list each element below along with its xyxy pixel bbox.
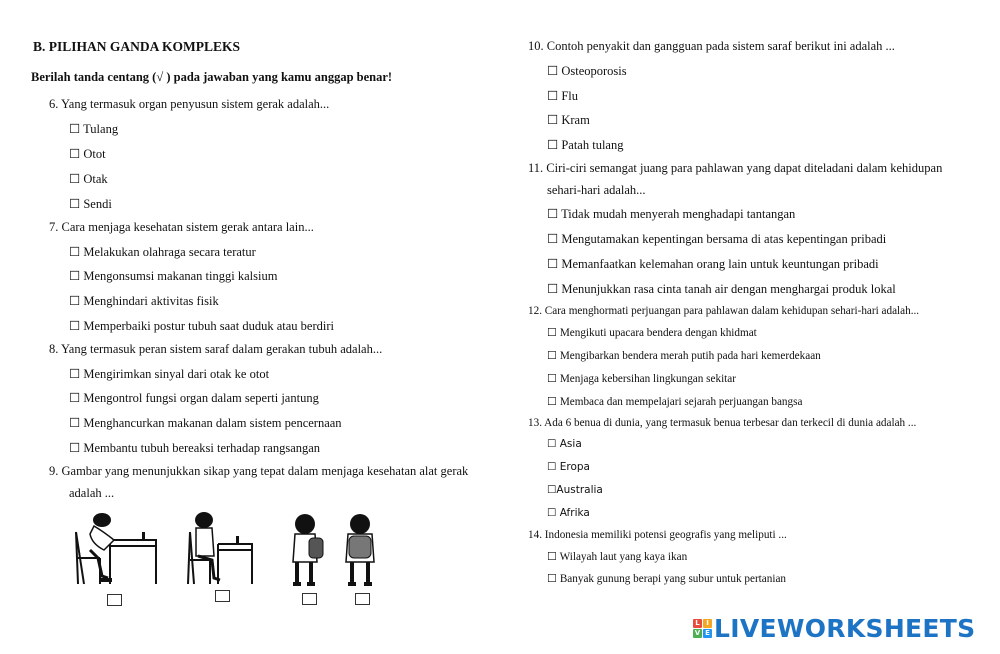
answer-box-9b[interactable] (215, 590, 230, 602)
option-12d[interactable]: ☐ Membaca dan mempelajari sejarah perjuangan bangsa (547, 396, 803, 408)
option-11a[interactable]: ☐ Tidak mudah menyerah menghadapi tantangan (547, 207, 796, 221)
logo-tile: L (693, 619, 702, 628)
answer-box-9d[interactable] (355, 593, 370, 605)
option-11c[interactable]: ☐ Memanfaatkan kelemahan orang lain untuk keuntungan pribadi (547, 257, 879, 271)
option-13d[interactable]: ☐ Afrika (547, 507, 590, 519)
question-8: 8. Yang termasuk peran sistem saraf dalam gerakan tubuh adalah... (49, 342, 383, 356)
option-7a[interactable]: ☐ Melakukan olahraga secara teratur (69, 245, 256, 259)
option-8a[interactable]: ☐ Mengirimkan sinyal dari otak ke otot (69, 367, 270, 381)
question-7: 7. Cara menjaga kesehatan sistem gerak antara lain... (49, 220, 314, 234)
option-14a[interactable]: ☐ Wilayah laut yang kaya ikan (547, 551, 688, 563)
option-13c[interactable]: ☐Australia (547, 484, 603, 496)
option-11b[interactable]: ☐ Mengutamakan kepentingan bersama di atas kepentingan pribadi (547, 232, 887, 246)
option-11d[interactable]: ☐ Menunjukkan rasa cinta tanah air dengan menghargai produk lokal (547, 282, 896, 296)
question-6: 6. Yang termasuk organ penyusun sistem gerak adalah... (49, 97, 330, 111)
option-6c[interactable]: ☐ Otak (69, 172, 108, 186)
question-11-line1: 11. Ciri-ciri semangat juang para pahlawan yang dapat diteladani dalam kehidupan (528, 161, 943, 175)
option-10c[interactable]: ☐ Kram (547, 113, 590, 127)
logo-text: LIVEWORKSHEETS (714, 614, 976, 643)
option-8d[interactable]: ☐ Membantu tubuh bereaksi terhadap rangsangan (69, 441, 321, 455)
posture-image-slouching (70, 510, 160, 590)
question-14: 14. Indonesia memiliki potensi geografis yang meliputi ... (528, 529, 787, 541)
posture-image-backpack (340, 512, 380, 590)
option-12b[interactable]: ☐ Mengibarkan bendera merah putih pada hari kemerdekaan (547, 350, 821, 362)
option-8b[interactable]: ☐ Mengontrol fungsi organ dalam seperti jantung (69, 391, 319, 405)
logo-tile: I (703, 619, 712, 628)
option-6b[interactable]: ☐ Otot (69, 147, 106, 161)
logo-tile: E (703, 629, 712, 638)
logo-tile: V (694, 629, 701, 637)
question-13: 13. Ada 6 benua di dunia, yang termasuk benua terbesar dan terkecil di dunia adalah ... (528, 417, 917, 429)
liveworksheets-logo (693, 614, 975, 643)
option-12a[interactable]: ☐ Mengikuti upacara bendera dengan khidmat (547, 327, 757, 339)
question-10: 10. Contoh penyakit dan gangguan pada sistem saraf berikut ini adalah ... (528, 39, 895, 53)
option-7d[interactable]: ☐ Memperbaiki postur tubuh saat duduk atau berdiri (69, 319, 334, 333)
option-10b[interactable]: ☐ Flu (547, 89, 579, 103)
instruction: Berilah tanda centang (√ ) pada jawaban yang kamu anggap benar! (31, 70, 393, 84)
question-9-line2: adalah ... (69, 486, 115, 500)
option-7c[interactable]: ☐ Menghindari aktivitas fisik (69, 294, 219, 308)
logo-tiles-icon (693, 619, 712, 638)
answer-box-9c[interactable] (302, 593, 317, 605)
option-12c[interactable]: ☐ Menjaga kebersihan lingkungan sekitar (547, 373, 736, 385)
option-10d[interactable]: ☐ Patah tulang (547, 138, 624, 152)
question-12: 12. Cara menghormati perjuangan para pahlawan dalam kehidupan sehari-hari adalah... (528, 305, 920, 317)
answer-box-9a[interactable] (107, 594, 122, 606)
posture-image-bag-one-shoulder (285, 512, 325, 590)
posture-image-upright (184, 510, 254, 590)
option-8c[interactable]: ☐ Menghancurkan makanan dalam sistem pencernaan (69, 416, 342, 430)
question-11-line2: sehari-hari adalah... (547, 183, 646, 197)
option-14b[interactable]: ☐ Banyak gunung berapi yang subur untuk pertanian (547, 573, 787, 585)
option-13b[interactable]: ☐ Eropa (547, 461, 590, 473)
option-7b[interactable]: ☐ Mengonsumsi makanan tinggi kalsium (69, 269, 278, 283)
option-6d[interactable]: ☐ Sendi (69, 197, 112, 211)
option-6a[interactable]: ☐ Tulang (69, 122, 119, 136)
section-heading: B. PILIHAN GANDA KOMPLEKS (33, 39, 241, 54)
question-9-line1: 9. Gambar yang menunjukkan sikap yang tepat dalam menjaga kesehatan alat gerak (49, 464, 469, 478)
option-10a[interactable]: ☐ Osteoporosis (547, 64, 627, 78)
option-13a[interactable]: ☐ Asia (547, 438, 582, 450)
